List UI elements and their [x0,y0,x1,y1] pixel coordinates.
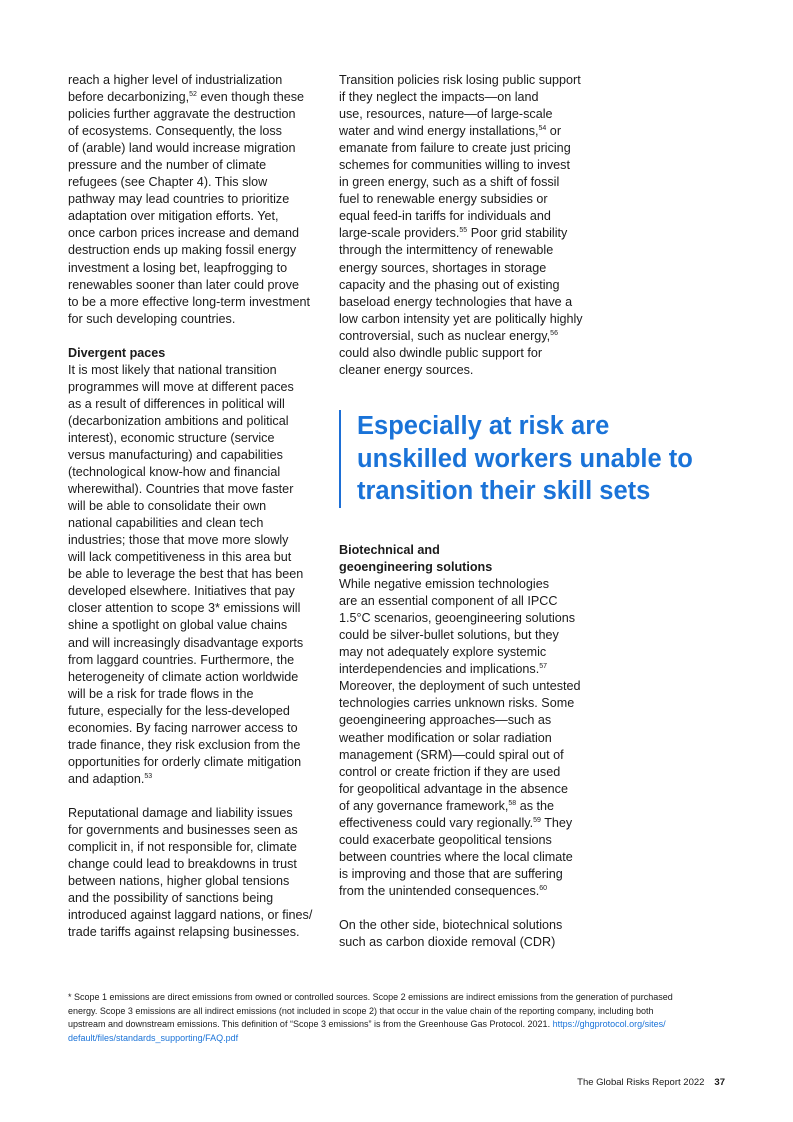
text-line: water and wind energy installations,$^{54}$ or [339,124,562,139]
text-line: if they neglect the impacts—on land [339,90,539,105]
text-line: investment a losing bet, leapfrogging to [68,260,288,275]
text-line: trade finance, they risk exclusion from the [68,737,301,752]
text-line: for such developing countries. [68,311,236,326]
text-line: could also dwindle public support for [339,345,543,360]
text-line: policies further aggravate the destruction [68,107,296,122]
text-line: refugees (see Chapter 4). This slow [68,175,268,190]
text-line: wherewithal). Countries that move faster [68,482,294,497]
text-line: as a result of differences in political will [68,396,285,411]
paragraph [68,72,323,328]
pull-quote-line: unskilled workers unable to [357,444,693,473]
text-line: It is most likely that national transition [68,362,277,377]
paragraph [339,576,594,900]
text-line: will be a risk for trade flows in the [68,686,254,701]
text-line: low carbon intensity yet are politically highly [339,311,583,326]
footnote-ref: 57 [539,663,548,671]
text-line: between countries where the local climate [339,849,573,864]
text-line: will be able to consolidate their own [68,499,267,514]
text-line: use, resources, nature—of large-scale [339,107,553,122]
text-line: may not adequately explore systemic [339,645,547,660]
text-line: emanate from failure to create just pricing [339,141,571,156]
section-heading: Biotechnical and [339,543,440,557]
text-line: interdependencies and implications.$^{57}$ [339,662,548,677]
text-line: pressure and the number of climate [68,158,267,173]
text-line: closer attention to scope 3* emissions will [68,601,301,616]
text-line: geoengineering approaches—such as [339,713,552,728]
footnote-line [68,1032,728,1046]
paragraph [339,72,594,379]
text-line: destruction ends up making fossil energy [68,243,297,258]
text-line: opportunities for orderly climate mitigation [68,754,302,769]
text-line: capacity and the phasing out of existing [339,277,560,292]
text-line: fuel to renewable energy subsidies or [339,192,548,207]
text-line: be able to leverage the best that has been [68,567,304,582]
text-line: (decarbonization ambitions and political [68,413,289,428]
text-line: 1.5°C scenarios, geoengineering solutions [339,611,576,626]
paragraph [68,362,323,788]
footnote-ref: 59 [533,816,541,824]
text-line: economies. By facing narrower access to [68,720,298,735]
text-line: from laggard countries. Furthermore, the [68,652,295,667]
footnote-line: upstream and downstream emissions. This definition of “Scope 3 emissions” is from the Greenhouse Gas Protocol. 2021. https://ghgprotocol.org/sites/ [68,1019,666,1030]
text-line: is improving and those that are suffering [339,866,563,881]
text-line: versus manufacturing) and capabilities [68,447,283,462]
text-line: interest), economic structure (service [68,430,275,445]
text-line: once carbon prices increase and demand [68,226,300,241]
text-line: such as carbon dioxide removal (CDR) [339,935,556,950]
text-line: for governments and businesses seen as [68,822,298,837]
footnote-link[interactable]: default/files/standards_supporting/FAQ.pdf [68,1033,239,1044]
footnote-link[interactable]: https://ghgprotocol.org/sites/ [552,1019,666,1030]
text-line: from the unintended consequences.$^{60}$ [339,883,548,898]
text-line: reach a higher level of industrialization [68,73,283,87]
pull-quote-line: Especially at risk are [357,412,610,440]
text-line: weather modification or solar radiation [339,730,552,745]
footnote [68,991,728,1046]
text-line: are an essential component of all IPCC [339,594,558,609]
text-line: management (SRM)—could spiral out of [339,747,564,762]
text-line: Moreover, the deployment of such untested [339,679,581,694]
text-line: technologies carries unknown risks. Some [339,696,575,711]
pull-quote [339,410,737,508]
text-line: renewables sooner than later could prove [68,277,300,292]
text-line: programmes will move at different paces [68,379,294,394]
text-line: and the possibility of sanctions being [68,891,274,906]
right-column [339,72,594,379]
text-line: While negative emission technologies [339,577,550,592]
footnote-ref: 54 [538,124,547,132]
text-line: to be a more effective long-term investment [68,294,310,309]
footnote-ref: 60 [539,884,548,892]
text-line: complicit in, if not responsible for, climate [68,840,297,855]
section-heading: Divergent paces [68,345,166,360]
text-line: will lack competitiveness in this area but [68,550,292,565]
text-line: for geopolitical advantage in the absence [339,781,568,796]
text-line: (technological know-how and financial [68,465,281,480]
text-line: schemes for communities willing to invest [339,158,570,173]
text-line: Reputational damage and liability issues [68,805,293,820]
footnote-ref: 58 [508,799,517,807]
text-line: shine a spotlight on global value chains [68,618,288,633]
text-line: future, especially for the less-developed [68,703,290,718]
text-line: change could lead to breakdowns in trust [68,857,297,872]
text-line: pathway may lead countries to prioritize [68,192,290,207]
report-title: The Global Risks Report 2022 [577,1077,705,1088]
text-line: before decarbonizing,$^{52}$ even though these [68,90,305,105]
text-line: in green energy, such as a shift of fossil [339,175,560,190]
text-line: through the intermittency of renewable [339,243,554,258]
text-line: cleaner energy sources. [339,362,474,377]
paragraph [68,805,323,941]
paragraph [339,917,594,951]
text-line: control or create friction if they are used [339,764,561,779]
text-line: Transition policies risk losing public support [339,73,581,87]
text-line: of any governance framework,$^{58}$ as the [339,798,555,813]
text-line: heterogeneity of climate action worldwide [68,669,299,684]
footnote-line: energy. Scope 3 emissions are all indirect emissions (not included in scope 2) that occur in the value chain of the reporting company, including both [68,1005,654,1016]
text-line: energy sources, shortages in storage [339,260,547,275]
text-line: trade tariffs against relapsing businesses. [68,925,300,940]
footnote-ref: 53 [144,772,153,780]
text-line: of ecosystems. Consequently, the loss [68,124,282,139]
section-heading: geoengineering solutions [339,560,493,575]
text-line: large-scale providers.$^{55}$ Poor grid stability [339,226,568,241]
text-line: effectiveness could vary regionally.$^{59}$ They [339,815,573,830]
page-footer [577,1077,725,1088]
text-line: of (arable) land would increase migration [68,141,296,156]
text-line: could exacerbate geopolitical tensions [339,832,552,847]
text-line: adaptation over mitigation efforts. Yet, [68,209,279,224]
text-line: baseload energy technologies that have a [339,294,573,309]
text-line: On the other side, biotechnical solutions [339,917,563,932]
text-line: and adaption.$^{53}$ [68,771,153,786]
left-column [68,72,323,941]
text-line: national capabilities and clean tech [68,516,264,531]
footnote-line: * Scope 1 emissions are direct emissions from owned or controlled sources. Scope 2 emissions are indirect emissions from the generation of purchased [68,992,673,1002]
footnote-ref: 56 [550,329,558,337]
right-column-lower [339,542,594,951]
text-line: developed elsewhere. Initiatives that pay [68,584,295,599]
text-line: could be silver-bullet solutions, but they [339,628,559,643]
text-line: introduced against laggard nations, or fines/ [68,908,313,923]
text-line: controversial, such as nuclear energy,$^{56}$ [339,328,558,343]
footnote-ref: 55 [459,227,468,235]
text-line: between nations, higher global tensions [68,874,290,889]
footnote-ref: 52 [189,90,197,98]
page-number: 37 [714,1077,725,1088]
text-line: industries; those that move more slowly [68,533,289,548]
text-line: and will increasingly disadvantage exports [68,635,304,650]
text-line: equal feed-in tariffs for individuals and [339,209,551,224]
pull-quote-line: transition their skill sets [357,477,651,505]
